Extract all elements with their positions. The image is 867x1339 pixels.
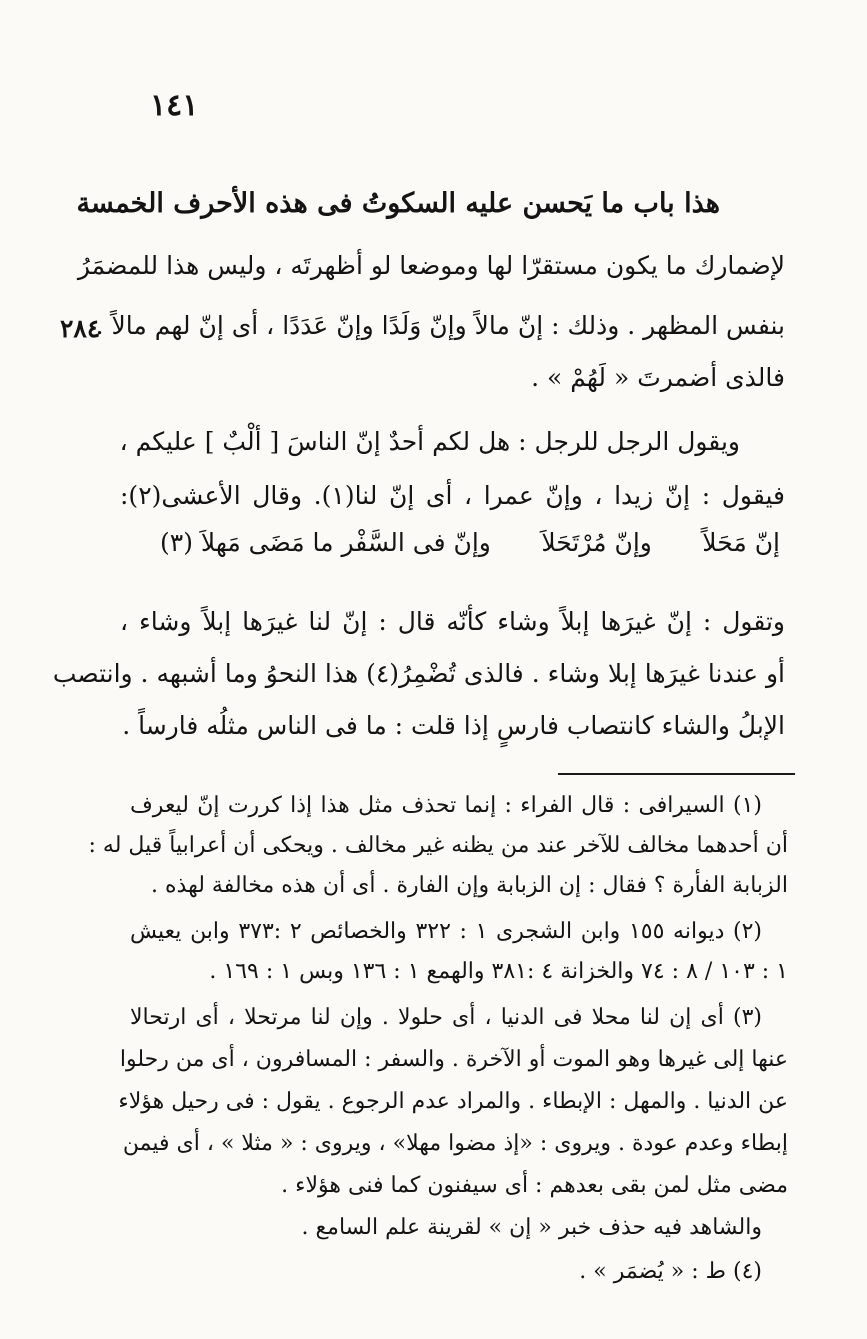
footnote-line: ١ : ١٠٣ / ٨ : ٧٤ والخزانة ٤ :٣٨١ والهمع ١ : ١٣٦ وبس ١ : ١٦٩ .: [209, 959, 788, 984]
verse-part: وإنّ فى السَّفْر ما مَضَى مَهلاَ (٣): [160, 528, 491, 557]
paragraph-line: ويقول الرجل للرجل : هل لكم أحدٌ إنّ الناسَ [ ألْبٌ ] عليكم ،: [119, 427, 740, 456]
footnote-line: أن أحدهما مخالف للآخر عند من يظنه غير مخالف . ويحكى أن أعرابياً قيل له :: [88, 833, 788, 858]
footnote-line: مضى مثل لمن بقى بعدهم : أى سيفنون كما فنى هؤلاء .: [281, 1173, 788, 1198]
paragraph-line: وتقول : إنّ غيرَها إبلاً وشاء كأنّه قال : إنّ لنا غيرَها إبلاً وشاء ،: [120, 607, 785, 636]
footnote-line: الزبابة الفأرة ؟ فقال : إن الزبابة وإن الفارة . أى أن هذه مخالفة لهذه .: [151, 873, 788, 898]
page-number: ١٤١: [150, 88, 199, 123]
paragraph-line: الإبلُ والشاء كانتصاب فارسٍ إذا قلت : ما فى الناس مثلُه فارساً .: [122, 711, 785, 740]
footnote-line: (١) السيرافى : قال الفراء : إنما تحذف مثل هذا إذا كررت إنّ ليعرف: [130, 793, 762, 818]
paragraph-line: أو عندنا غيرَها إبلا وشاء . فالذى تُضْمِرُ(٤) هذا النحوُ وما أشبهه . وانتصب: [52, 659, 785, 688]
footnote-line: (٢) ديوانه ١٥٥ وابن الشجرى ١ : ٣٢٢ والخصائص ٢ :٣٧٣ وابن يعيش: [130, 919, 763, 944]
footnote-line: (٣) أى إن لنا محلا فى الدنيا ، أى حلولا . وإن لنا مرتحلا ، أى ارتحالا: [130, 1005, 762, 1030]
paragraph-line: بنفس المظهر . وذلك : إنّ مالاً وإنّ وَلَدًا وإنّ عَدَدًا ، أى إنّ لهم مالاً .: [95, 311, 785, 340]
footnote-line: (٤) ط : « يُضمَر » .: [579, 1259, 762, 1284]
section-title: هذا باب ما يَحسن عليه السكوتُ فى هذه الأحرف الخمسة: [76, 188, 720, 219]
footnote-line: عن الدنيا . والمهل : الإبطاء . والمراد عدم الرجوع . يقول : فى رحيل هؤلاء: [118, 1089, 788, 1114]
paragraph-line: فيقول : إنّ زيدا ، وإنّ عمرا ، أى إنّ لنا(١). وقال الأعشى(٢):: [120, 481, 785, 510]
footnote-line: والشاهد فيه حذف خبر « إن » لقرينة علم السامع .: [301, 1215, 762, 1240]
footnote-line: عنها إلى غيرها وهو الموت أو الآخرة . والسفر : المسافرون ، أى من رحلوا: [119, 1047, 788, 1072]
footnote-line: إبطاء وعدم عودة . ويروى : «إذ مضوا مهلا» ، ويروى : « مثلا » ، أى فيمن: [122, 1131, 788, 1156]
footnote-divider: [558, 773, 795, 775]
paragraph-line: لإضمارك ما يكون مستقرّا لها وموضعا لو أظهرتَه ، وليس هذا للمضمَرُ: [77, 251, 785, 280]
margin-number: ٢٨٤: [60, 314, 101, 343]
paragraph-line: فالذى أضمرتَ « لَهُمْ » .: [531, 363, 785, 392]
verse-part: إنّ مَحَلاً: [702, 528, 780, 557]
verse-part: وإنّ مُرْتَحَلاَ: [541, 528, 652, 557]
poetry-verse: [160, 528, 780, 572]
